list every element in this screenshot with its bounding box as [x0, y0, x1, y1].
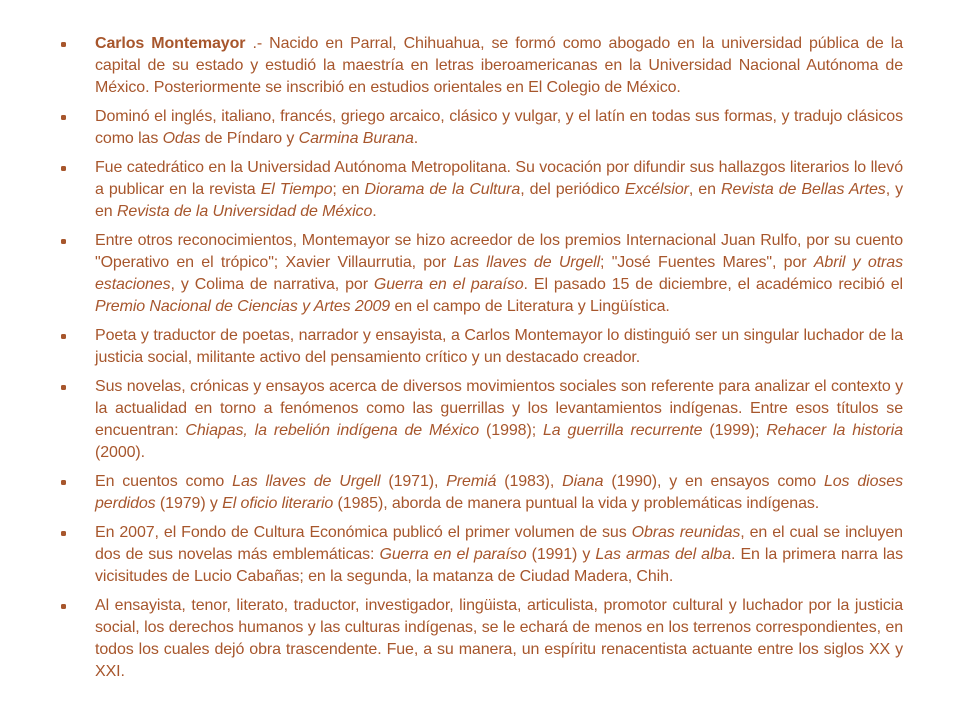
- bullet-icon: [61, 531, 66, 536]
- text-run: ; en: [332, 181, 365, 198]
- text-run: (1979) y: [155, 495, 223, 512]
- bullet-icon: [61, 334, 66, 339]
- text-run: Poeta y traductor de poetas, narrador y ensayista, a Carlos Montemayor lo distinguió ser un singular luchador de la justicia social, militante activo del pensamiento crítico y un destacado creador.: [95, 327, 903, 366]
- text-run: , y Colima de narrativa, por: [170, 276, 374, 293]
- text-run: (1990), y en ensayos como: [603, 473, 824, 490]
- text-run: en el campo de Literatura y Lingüística.: [390, 298, 670, 315]
- bullet-icon: [61, 604, 66, 609]
- text-run: El Tiempo: [260, 181, 333, 198]
- list-item: [58, 230, 903, 318]
- bullet-icon: [61, 115, 66, 120]
- text-run: (1985), aborda de manera puntual la vida y problemáticas indígenas.: [333, 495, 820, 512]
- text-run: Revista de la Universidad de México: [116, 203, 373, 220]
- text-run: Premio Nacional de Ciencias y Artes 2009: [95, 298, 391, 315]
- list-item: [58, 471, 903, 515]
- text-run: . El pasado 15 de diciembre, el académico recibió el: [523, 276, 903, 293]
- text-run: Revista de Bellas Artes: [720, 181, 886, 198]
- list-item: [58, 325, 903, 369]
- text-run: Dominó el inglés, italiano, francés, griego arcaico, clásico y vulgar, y el latín en todas sus formas, y tradujo clásicos como las: [95, 108, 903, 147]
- text-run: En cuentos como: [95, 473, 233, 490]
- text-run: . En la primera narra las vicisitudes de Lucio Cabañas; en la segunda, la matanza de Ciudad Madera, Chih.: [95, 546, 903, 585]
- text-run: .: [413, 130, 419, 147]
- text-run: Las llaves de Urgell: [453, 254, 601, 271]
- bullet-icon: [61, 480, 66, 485]
- text-run: La guerrilla recurrente: [542, 422, 703, 439]
- list-item: [58, 106, 903, 150]
- text-run: , en el cual se incluyen dos de sus novelas más emblemáticas:: [95, 524, 903, 563]
- text-run: , y en: [95, 181, 904, 220]
- text-run: Las llaves de Urgell: [232, 473, 381, 490]
- text-run: Obras reunidas: [631, 524, 741, 541]
- text-run: El oficio literario: [222, 495, 334, 512]
- text-run: Carlos Montemayor: [95, 35, 253, 52]
- text-run: Las armas del alba: [595, 546, 731, 563]
- text-run: .- Nacido en Parral, Chihuahua, se formó como abogado en la universidad pública de la capital de su estado y estudió la maestría en letras iberoamericanas en la Universidad Nacional Autónoma de México. Posteriormente se inscribió en estudios orientales en El Colegio de México.: [95, 35, 904, 96]
- text-run: Rehacer la historia: [766, 422, 904, 439]
- text-run: , en: [688, 181, 721, 198]
- text-run: Al ensayista, tenor, literato, traductor, investigador, lingüista, articulista, promotor cultural y luchador por la justicia social, los derechos humanos y las culturas indígenas, se le echará de menos en los terrenos correspondientes, en todos los cuales dejó obra trascendente. Fue, a su manera, un espíritu renacentista actuante entre los siglos XX y XXI.: [95, 597, 903, 680]
- text-run: Odas: [162, 130, 201, 147]
- text-run: .: [372, 203, 377, 220]
- text-run: (1983),: [496, 473, 563, 490]
- text-run: Carmina Burana: [298, 130, 414, 147]
- text-run: En 2007, el Fondo de Cultura Económica publicó el primer volumen de sus: [95, 524, 632, 541]
- text-run: , del periódico: [520, 181, 625, 198]
- text-run: Diorama de la Cultura: [364, 181, 521, 198]
- text-run: ; "José Fuentes Mares", por: [600, 254, 814, 271]
- text-run: Guerra en el paraíso: [379, 546, 527, 563]
- bullet-icon: [61, 42, 66, 47]
- text-run: Sus novelas, crónicas y ensayos acerca de diversos movimientos sociales son referente para analizar el contexto y la actualidad en torno a fenómenos como las guerrillas y los levantamientos indígenas. Entre esos títulos se encuentran:: [95, 378, 903, 439]
- list-item: [58, 33, 903, 99]
- list-item: [58, 522, 903, 588]
- text-run: Los dioses perdidos: [95, 473, 903, 512]
- list-item: [58, 376, 903, 464]
- text-run: Fue catedrático en la Universidad Autónoma Metropolitana. Su vocación por difundir sus hallazgos literarios lo llevó a publicar en la revista: [95, 159, 903, 198]
- bullet-icon: [61, 166, 66, 171]
- text-run: Chiapas, la rebelión indígena de México: [185, 422, 480, 439]
- list-item: [58, 157, 903, 223]
- text-run: (1971),: [380, 473, 447, 490]
- bullet-icon: [61, 385, 66, 390]
- text-run: Guerra en el paraíso: [373, 276, 524, 293]
- text-run: (1991) y: [526, 546, 596, 563]
- text-run: (1998);: [479, 422, 543, 439]
- bullet-list: [58, 33, 903, 683]
- text-run: Entre otros reconocimientos, Montemayor se hizo acreedor de los premios Internacional Juan Rulfo, por su cuento "Operativo en el trópico"; Xavier Villaurrutia, por: [95, 232, 903, 271]
- text-run: de Píndaro y: [200, 130, 299, 147]
- text-run: Abril y otras estaciones: [95, 254, 903, 293]
- list-item: [58, 595, 903, 683]
- text-run: Excélsior: [624, 181, 689, 198]
- text-run: (2000).: [95, 444, 145, 461]
- text-run: Diana: [562, 473, 604, 490]
- text-run: (1999);: [702, 422, 767, 439]
- text-run: Premiá: [446, 473, 497, 490]
- bullet-icon: [61, 239, 66, 244]
